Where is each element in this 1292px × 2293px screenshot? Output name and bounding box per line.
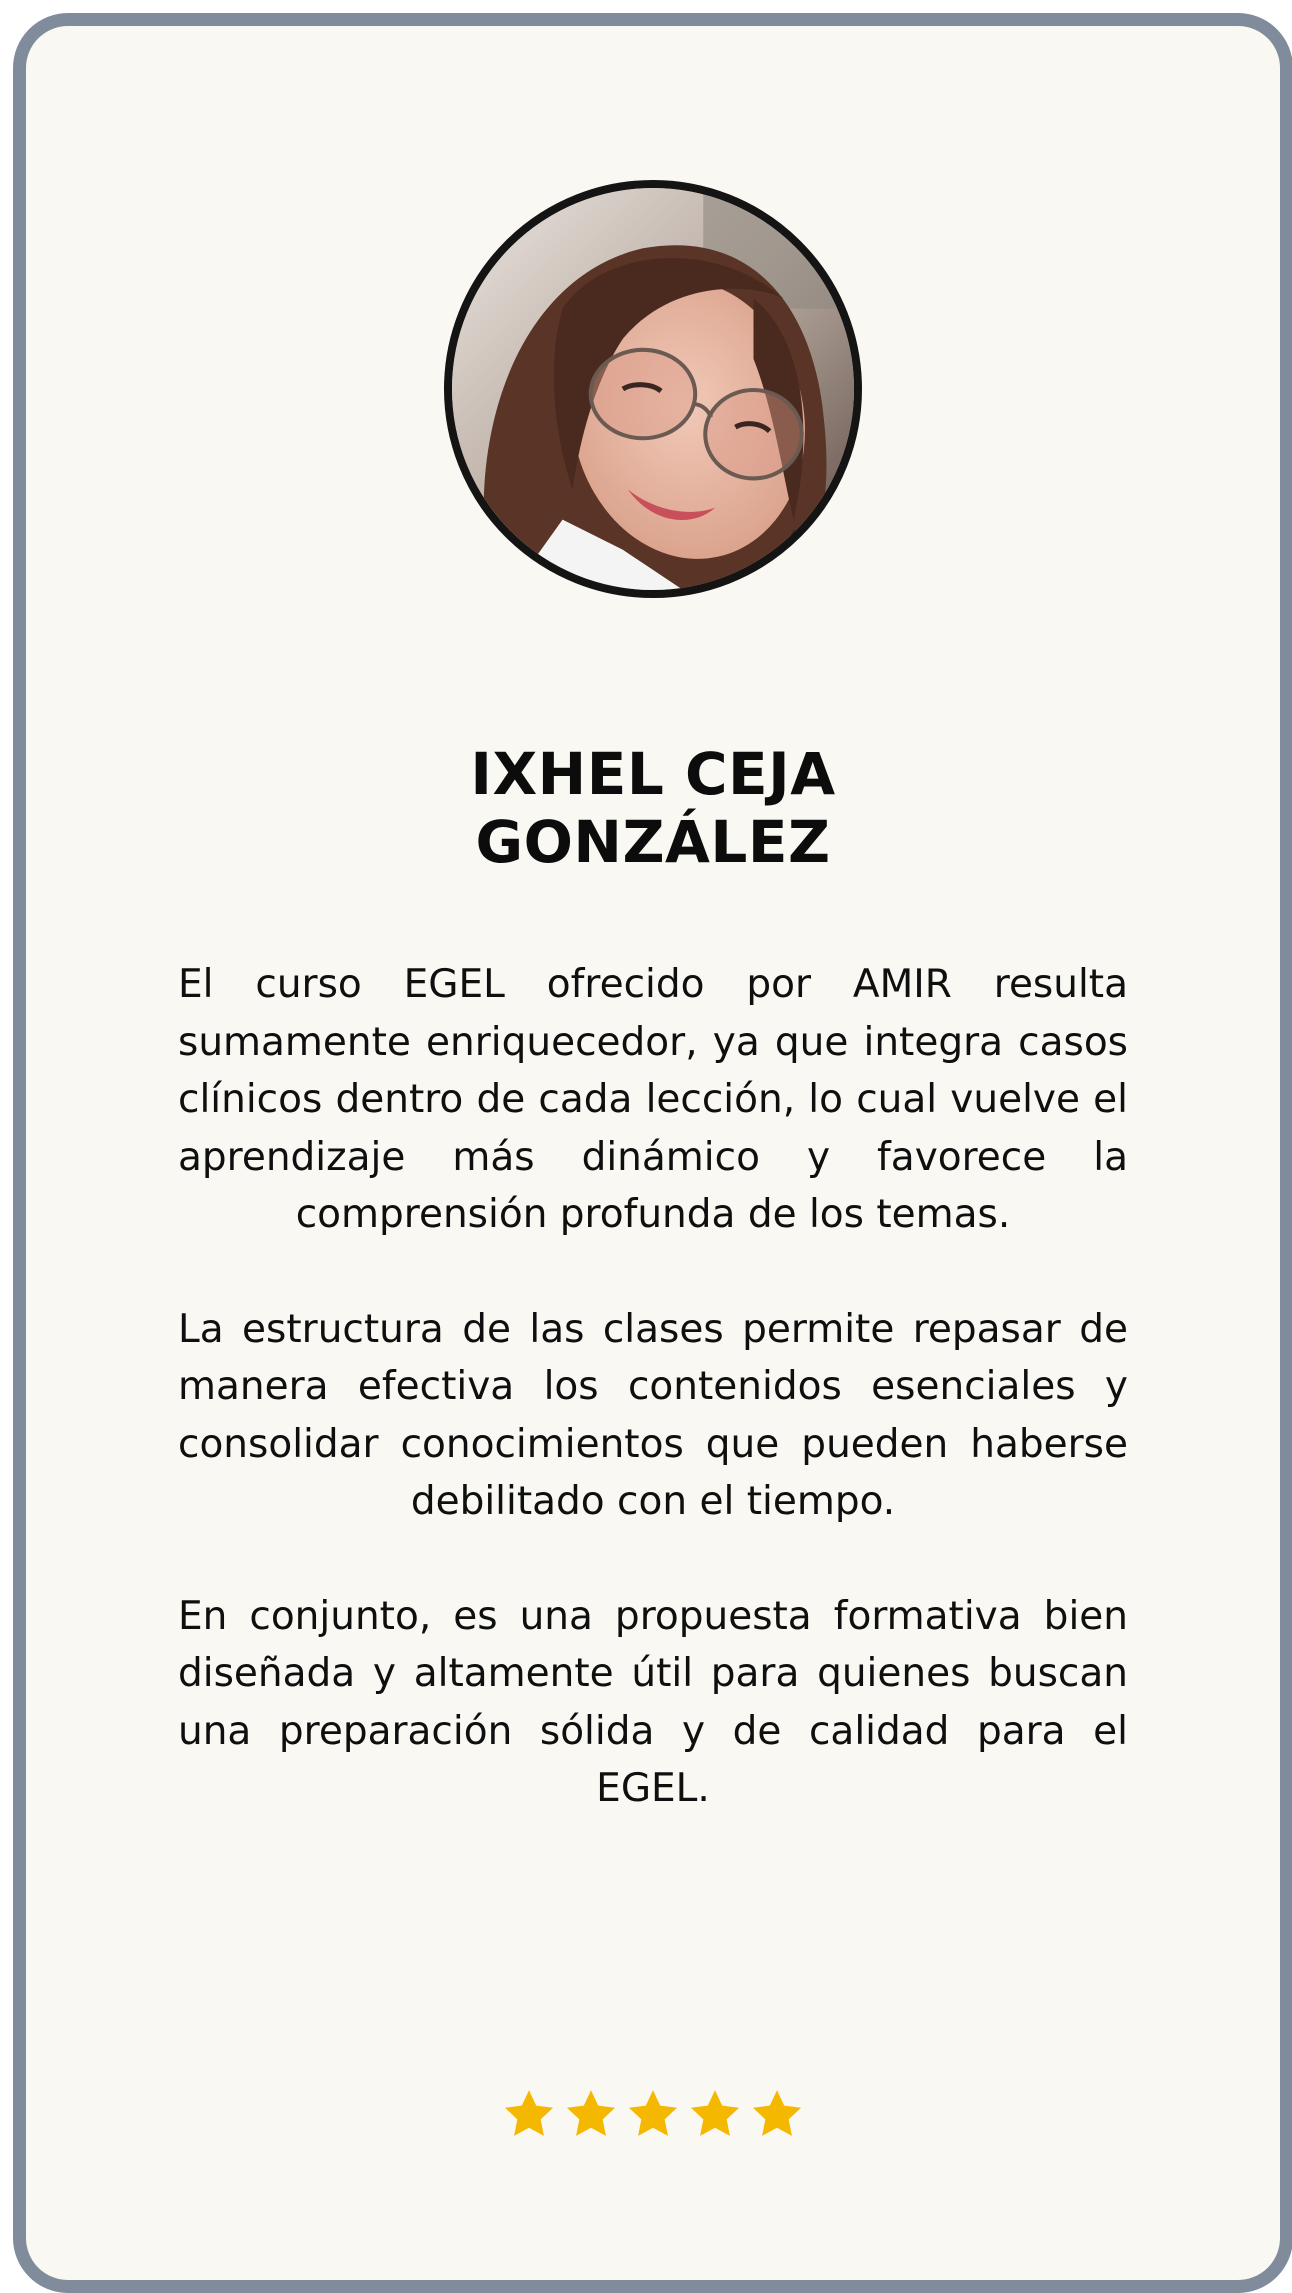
avatar xyxy=(444,180,862,598)
star-icon xyxy=(501,2086,557,2142)
star-icon xyxy=(563,2086,619,2142)
testimonial-card xyxy=(13,13,1292,2293)
person-name-line2: GONZÁLEZ xyxy=(475,808,831,876)
person-name xyxy=(26,740,1280,876)
person-name-line1: IXHEL CEJA xyxy=(470,740,836,808)
testimonial-text xyxy=(178,956,1128,1875)
star-icon xyxy=(749,2086,805,2142)
testimonial-paragraph-2: La estructura de las clases permite repasar de manera efectiva los contenidos esenciales y consolidar conocimientos que pueden haberse debilitado con el tiempo. xyxy=(178,1306,1128,1524)
testimonial-paragraph-1: El curso EGEL ofrecido por AMIR resulta sumamente enriquecedor, ya que integra casos clínicos dentro de cada lección, lo cual vuelve el aprendizaje más dinámico y favorece la comprensión profunda de los temas. xyxy=(178,962,1128,1237)
testimonial-paragraph-3: En conjunto, es una propuesta formativa bien diseñada y altamente útil para quienes buscan una preparación sólida y de calidad para el EGEL. xyxy=(178,1593,1128,1811)
star-rating xyxy=(26,2086,1280,2142)
user-photo-avatar-icon xyxy=(452,188,854,590)
star-icon xyxy=(625,2086,681,2142)
star-icon xyxy=(687,2086,743,2142)
